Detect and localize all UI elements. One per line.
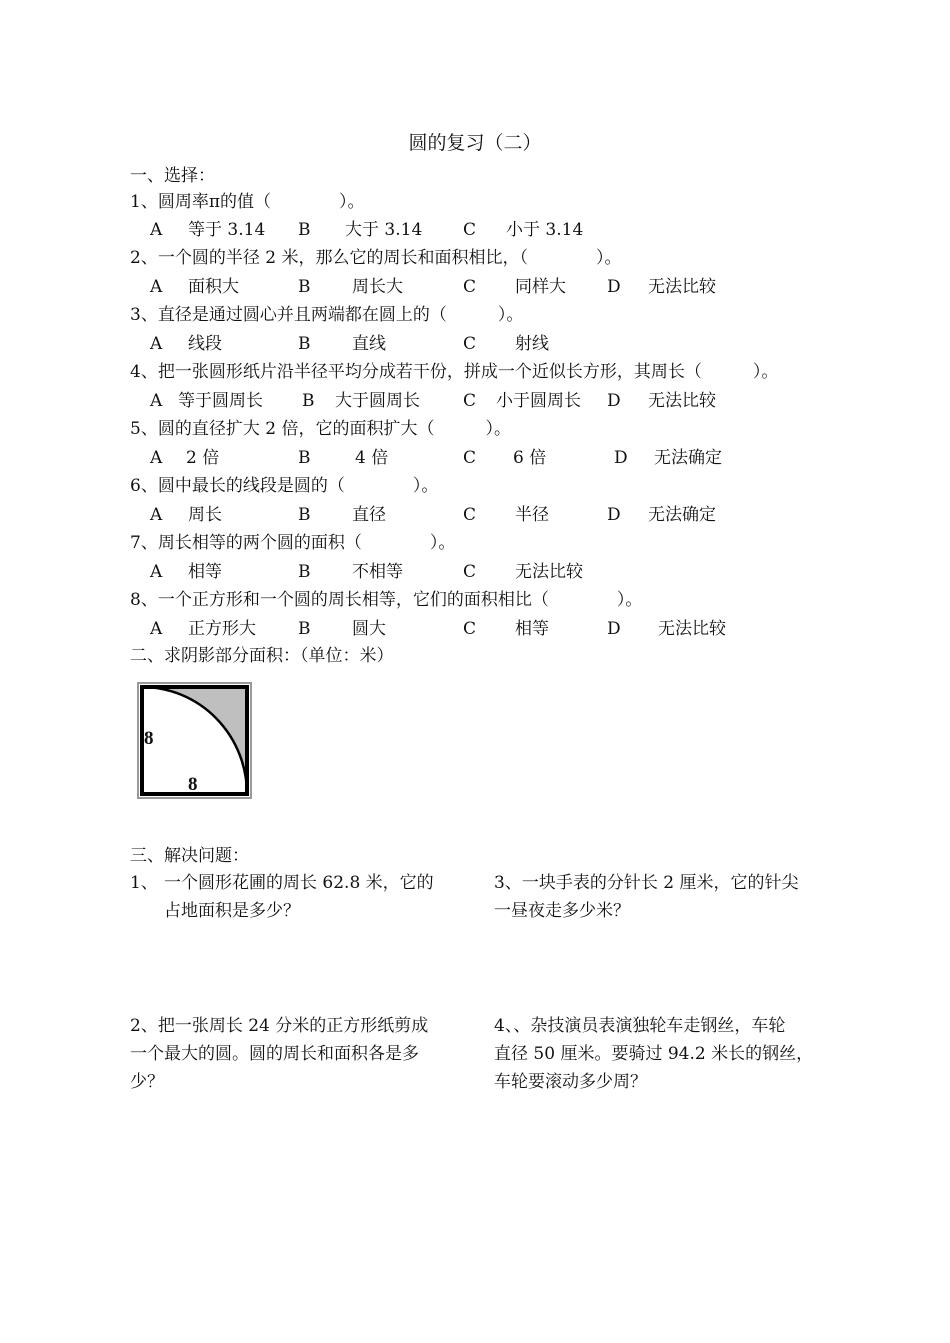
q2-option-c-letter: C bbox=[463, 277, 477, 297]
q8-option-c-letter: C bbox=[463, 619, 477, 639]
q6-option-a-letter: A bbox=[150, 505, 163, 525]
question-1-stem: 1、圆周率π的值（ ）。 bbox=[130, 192, 365, 212]
section2-heading: 二、求阴影部分面积：（单位：米） bbox=[130, 646, 394, 666]
section1-heading: 一、选择： bbox=[130, 166, 215, 186]
q6-option-c-letter: C bbox=[463, 505, 477, 525]
problem-4 bbox=[494, 1012, 839, 1096]
q7-option-c-text: 无法比较 bbox=[515, 562, 583, 582]
q3-option-a-text: 线段 bbox=[188, 334, 222, 354]
q5-option-c-letter: C bbox=[463, 448, 477, 468]
problem-2-line-3: 少？ bbox=[130, 1072, 164, 1092]
q4-option-c-text: 小于圆周长 bbox=[496, 391, 581, 411]
problem-1-line-1: 一个圆形花圃的周长 62.8 米，它的 bbox=[164, 873, 434, 893]
q8-option-a-letter: A bbox=[150, 619, 163, 639]
problem-2-line-2: 一个最大的圆。圆的周长和面积各是多 bbox=[130, 1044, 419, 1064]
problem-3-line-1: 3、一块手表的分针长 2 厘米，它的针尖 bbox=[494, 873, 799, 893]
q8-option-c-text: 相等 bbox=[515, 619, 549, 639]
q6-option-a-text: 周长 bbox=[188, 505, 222, 525]
q7-option-a-letter: A bbox=[150, 562, 163, 582]
q6-option-c-text: 半径 bbox=[515, 505, 549, 525]
question-3-stem: 3、直径是通过圆心并且两端都在圆上的（ ）。 bbox=[130, 305, 524, 325]
q7-option-a-text: 相等 bbox=[188, 562, 222, 582]
q5-option-a-letter: A bbox=[150, 448, 163, 468]
question-5-stem: 5、圆的直径扩大 2 倍，它的面积扩大（ ）。 bbox=[130, 419, 511, 439]
q5-option-d-text: 无法确定 bbox=[654, 448, 722, 468]
problem-2-line-1: 2、把一张周长 24 分米的正方形纸剪成 bbox=[130, 1016, 429, 1036]
q8-option-b-letter: B bbox=[298, 619, 311, 639]
q3-option-b-text: 直线 bbox=[352, 334, 386, 354]
q5-option-b-text: 4 倍 bbox=[355, 448, 389, 468]
q8-option-d-text: 无法比较 bbox=[658, 619, 726, 639]
q6-option-d-letter: D bbox=[607, 505, 621, 525]
q3-option-b-letter: B bbox=[298, 334, 311, 354]
q4-option-b-letter: B bbox=[302, 391, 315, 411]
q6-option-b-letter: B bbox=[298, 505, 311, 525]
question-2-stem: 2、一个圆的半径 2 米，那么它的周长和面积相比，（ ）。 bbox=[130, 248, 622, 268]
section3-heading: 三、解决问题： bbox=[130, 846, 249, 866]
problem-4-line-3: 车轮要滚动多少周？ bbox=[494, 1072, 647, 1092]
q1-option-c-text: 小于 3.14 bbox=[506, 220, 584, 240]
q2-option-d-letter: D bbox=[607, 277, 621, 297]
q7-option-b-letter: B bbox=[298, 562, 311, 582]
q8-option-b-text: 圆大 bbox=[352, 619, 386, 639]
figure-bottom-label: 8 bbox=[188, 774, 198, 795]
problem-1 bbox=[130, 869, 470, 925]
q6-option-b-text: 直径 bbox=[352, 505, 386, 525]
problem-2 bbox=[130, 1012, 470, 1096]
q4-option-a-letter: A bbox=[150, 391, 163, 411]
q2-option-a-letter: A bbox=[150, 277, 163, 297]
q2-option-a-text: 面积大 bbox=[188, 277, 239, 297]
q4-option-b-text: 大于圆周长 bbox=[335, 391, 420, 411]
shaded-area-figure bbox=[137, 682, 252, 799]
q2-option-b-text: 周长大 bbox=[352, 277, 403, 297]
q5-option-d-letter: D bbox=[614, 448, 628, 468]
problem-1-line-2: 占地面积是多少？ bbox=[164, 901, 300, 921]
q1-option-b-text: 大于 3.14 bbox=[345, 220, 423, 240]
q3-option-a-letter: A bbox=[150, 334, 163, 354]
question-6-stem: 6、圆中最长的线段是圆的（ ）。 bbox=[130, 476, 439, 496]
question-7-stem: 7、周长相等的两个圆的面积（ ）。 bbox=[130, 533, 456, 553]
problem-3 bbox=[494, 869, 834, 925]
q4-option-d-letter: D bbox=[607, 391, 621, 411]
q5-option-a-text: 2 倍 bbox=[186, 448, 220, 468]
figure-left-label: 8 bbox=[144, 728, 154, 749]
q5-option-b-letter: B bbox=[298, 448, 311, 468]
q1-option-a-letter: A bbox=[150, 220, 163, 240]
q4-option-a-text: 等于圆周长 bbox=[178, 391, 263, 411]
q8-option-d-letter: D bbox=[607, 619, 621, 639]
q3-option-c-letter: C bbox=[463, 334, 477, 354]
q8-option-a-text: 正方形大 bbox=[188, 619, 256, 639]
problem-1-number: 1、 bbox=[130, 873, 158, 893]
q2-option-c-text: 同样大 bbox=[515, 277, 566, 297]
problem-4-line-2: 直径 50 厘米。要骑过 94.2 米长的钢丝， bbox=[494, 1044, 814, 1064]
question-4-stem: 4、把一张圆形纸片沿半径平均分成若干份，拼成一个近似长方形，其周长（ ）。 bbox=[130, 362, 779, 382]
q4-option-c-letter: C bbox=[463, 391, 477, 411]
q1-option-a-text: 等于 3.14 bbox=[188, 220, 266, 240]
q3-option-c-text: 射线 bbox=[515, 334, 549, 354]
problem-4-line-1: 4、、杂技演员表演独轮车走钢丝，车轮 bbox=[494, 1016, 786, 1036]
q1-option-b-letter: B bbox=[298, 220, 311, 240]
q2-option-b-letter: B bbox=[298, 277, 311, 297]
q6-option-d-text: 无法确定 bbox=[648, 505, 716, 525]
q7-option-c-letter: C bbox=[463, 562, 477, 582]
q2-option-d-text: 无法比较 bbox=[648, 277, 716, 297]
q1-option-c-letter: C bbox=[463, 220, 477, 240]
q4-option-d-text: 无法比较 bbox=[648, 391, 716, 411]
page-title: 圆的复习（二） bbox=[408, 132, 542, 154]
q5-option-c-text: 6 倍 bbox=[513, 448, 547, 468]
question-8-stem: 8、一个正方形和一个圆的周长相等，它们的面积相比（ ）。 bbox=[130, 590, 643, 610]
problem-3-line-2: 一昼夜走多少米？ bbox=[494, 901, 630, 921]
q7-option-b-text: 不相等 bbox=[352, 562, 403, 582]
